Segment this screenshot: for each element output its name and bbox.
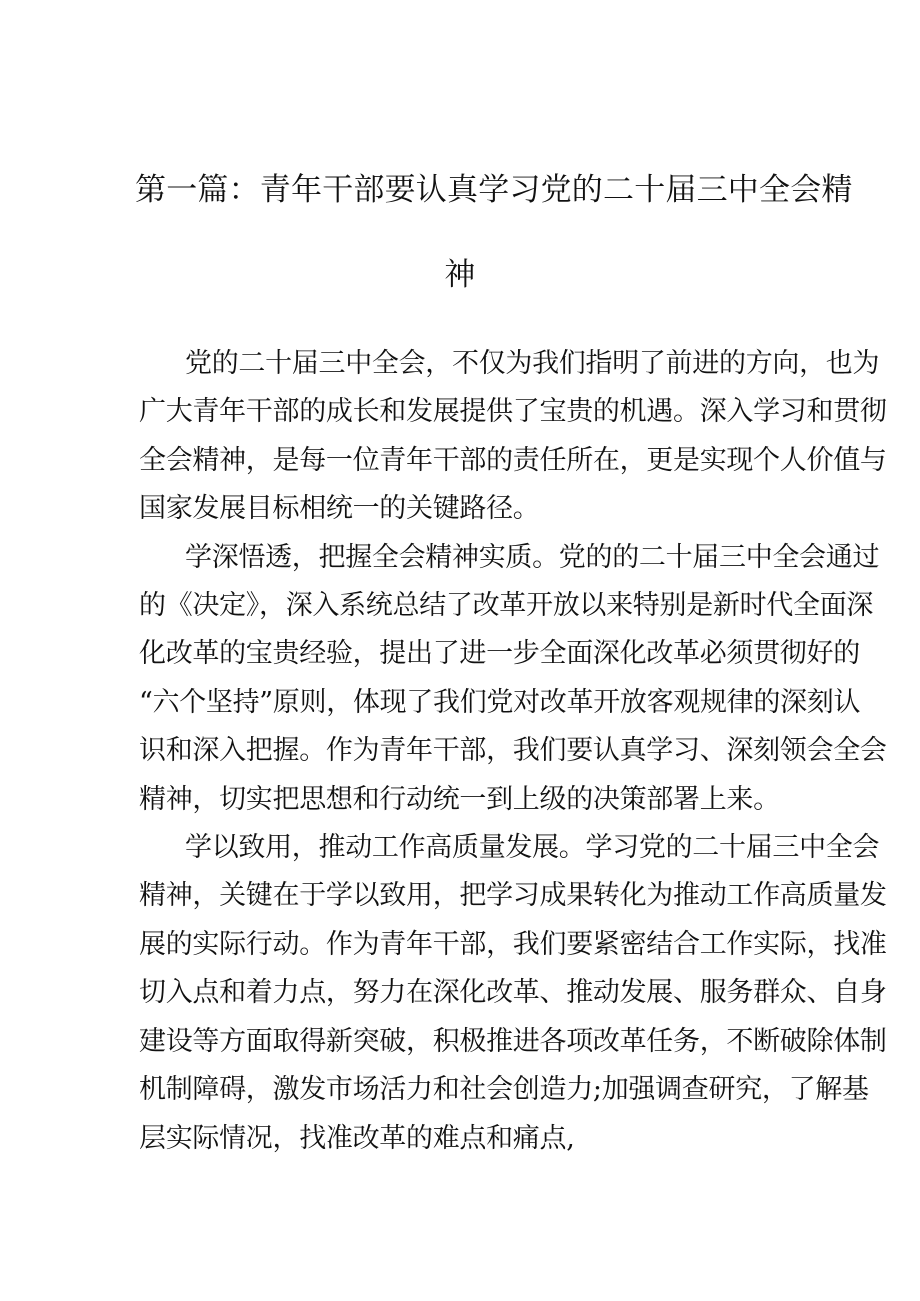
paragraph-line: 化改革的宝贵经验，提出了进一步全面深化改革必须贯彻好的 bbox=[139, 638, 860, 670]
paragraph-line: 机制障碍，激发市场活力和社会创造力;加强调查研究，了解基 bbox=[139, 1074, 869, 1106]
paragraph-line: 识和深入把握。作为青年干部，我们要认真学习、深刻领会全会 bbox=[139, 735, 887, 767]
paragraph-line: 展的实际行动。作为青年干部，我们要紧密结合工作实际，找准 bbox=[139, 928, 887, 960]
paragraph-line: 党的二十届三中全会，不仅为我们指明了前进的方向，也为 bbox=[185, 348, 880, 379]
paragraph-line: 国家发展目标相统一的关键路径。 bbox=[139, 493, 540, 525]
paragraph-1 bbox=[139, 340, 887, 534]
paragraph-3 bbox=[139, 824, 887, 1163]
paragraph-line: 建设等方面取得新突破，积极推进各项改革任务，不断破除体制 bbox=[139, 1025, 887, 1057]
title-line-2: 神 bbox=[444, 257, 476, 293]
document-body bbox=[139, 340, 887, 1163]
title-line-1: 第一篇：青年干部要认真学习党的二十届三中全会精 bbox=[135, 172, 853, 208]
paragraph-line: 全会精神，是每一位青年干部的责任所在，更是实现个人价值与 bbox=[139, 444, 887, 476]
paragraph-line: 的《决定》，深入系统总结了改革开放以来特别是新时代全面深 bbox=[139, 590, 874, 622]
paragraph-line: 广大青年干部的成长和发展提供了宝贵的机遇。深入学习和贯彻 bbox=[139, 396, 887, 428]
paragraph-line: 精神，切实把思想和行动统一到上级的决策部署上来。 bbox=[139, 783, 780, 815]
paragraph-line: 切入点和着力点，努力在深化改革、推动发展、服务群众、自身 bbox=[139, 977, 887, 1009]
paragraph-line: 学以致用，推动工作高质量发展。学习党的二十届三中全会 bbox=[185, 832, 880, 864]
paragraph-2 bbox=[139, 534, 887, 824]
paragraph-line: 精神，关键在于学以致用，把学习成果转化为推动工作高质量发 bbox=[139, 880, 887, 912]
paragraph-line: 层实际情况，找准改革的难点和痛点, bbox=[139, 1122, 575, 1154]
paragraph-line: 学深悟透，把握全会精神实质。党的的二十届三中全会通过 bbox=[185, 541, 880, 573]
paragraph-line: “六个坚持”原则，体现了我们党对改革开放客观规律的深刻认 bbox=[139, 686, 861, 718]
document-title bbox=[135, 148, 853, 318]
